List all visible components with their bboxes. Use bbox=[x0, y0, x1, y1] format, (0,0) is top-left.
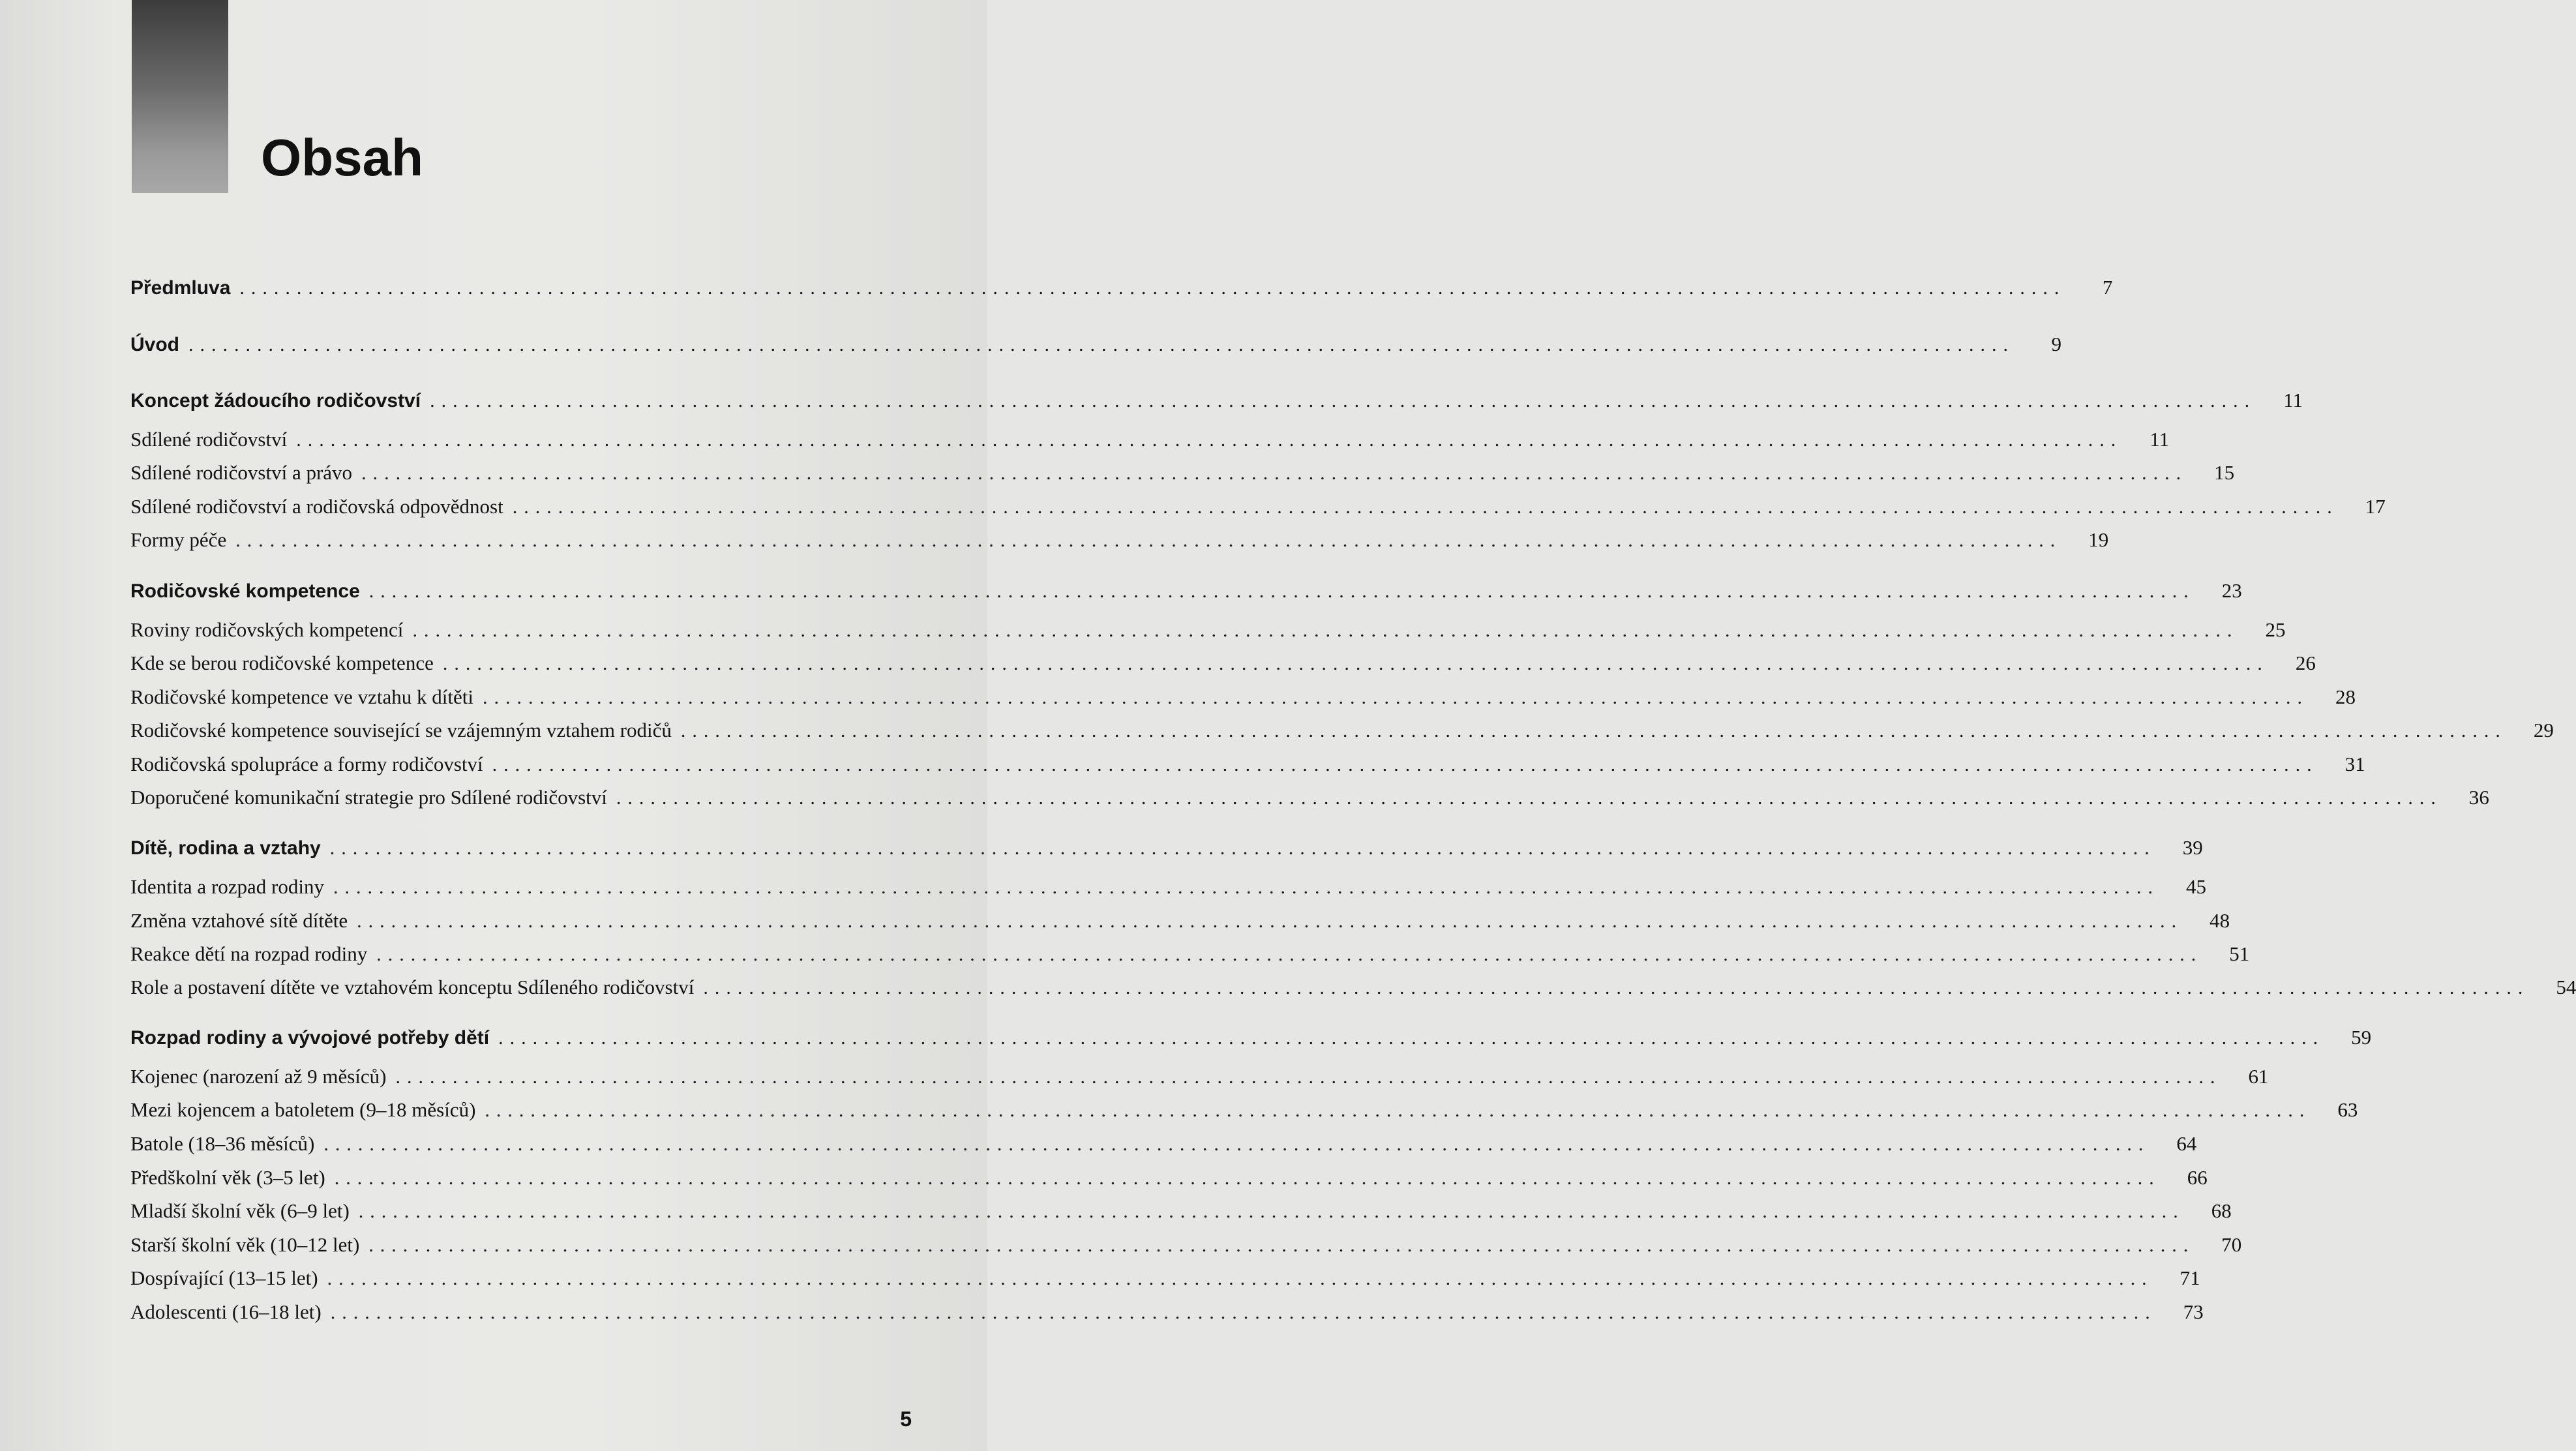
toc-section-entry bbox=[130, 613, 2286, 642]
toc-page-number: 15 bbox=[2214, 461, 2235, 484]
toc-dot-leader: ................................................................................................................................................................ bbox=[395, 1066, 2222, 1088]
toc-section-entry bbox=[130, 423, 2170, 451]
toc-page-number: 7 bbox=[2102, 276, 2113, 299]
toc-dot-leader: ................................................................................................................................................................ bbox=[239, 277, 2066, 299]
toc-page-number: 71 bbox=[2179, 1266, 2200, 1289]
toc-dot-leader: ................................................................................................................................................................ bbox=[323, 1133, 2150, 1155]
toc-entry-label: Předmluva bbox=[130, 277, 231, 299]
toc-page-number: 11 bbox=[2149, 428, 2170, 451]
toc-dot-leader: ................................................................................................................................................................ bbox=[357, 910, 2183, 932]
toc-page-number: 64 bbox=[2176, 1132, 2197, 1155]
toc-page-number: 63 bbox=[2337, 1098, 2358, 1121]
toc-section-entry bbox=[130, 747, 2365, 776]
toc-dot-leader: ................................................................................................................................................................ bbox=[361, 462, 2188, 484]
toc-chapter-entry bbox=[130, 327, 2061, 356]
toc-entry-label: Sdílené rodičovství a právo bbox=[130, 461, 353, 484]
toc-dot-leader: ................................................................................................................................................................ bbox=[296, 429, 2123, 451]
toc-dot-leader: ................................................................................................................................................................ bbox=[368, 1234, 2195, 1256]
toc-entry-label: Sdílené rodičovství a rodičovská odpovědnost bbox=[130, 495, 503, 518]
toc-page-number: 45 bbox=[2185, 875, 2206, 898]
toc-entry-label: Adolescenti (16–18 let) bbox=[130, 1300, 322, 1323]
toc-section-entry bbox=[130, 490, 2386, 518]
toc-entry-label: Rozpad rodiny a vývojové potřeby dětí bbox=[130, 1027, 490, 1049]
toc-entry-label: Kde se berou rodičovské kompetence bbox=[130, 651, 434, 674]
toc-dot-leader: ................................................................................................................................................................ bbox=[680, 720, 2507, 741]
toc-page-number: 26 bbox=[2295, 651, 2316, 674]
toc-page-number: 25 bbox=[2265, 618, 2286, 641]
toc-chapter-entry bbox=[130, 1021, 2372, 1049]
toc-section-entry bbox=[130, 1161, 2208, 1189]
toc-section-entry bbox=[130, 680, 2356, 709]
toc-dot-leader: ................................................................................................................................................................ bbox=[358, 1201, 2185, 1222]
toc-section-entry bbox=[130, 1194, 2232, 1223]
toc-entry-label: Rodičovské kompetence související se vzájemným vztahem rodičů bbox=[130, 719, 672, 741]
toc-entry-label: Roviny rodičovských kompetencí bbox=[130, 618, 404, 641]
toc-dot-leader: ................................................................................................................................................................ bbox=[498, 1027, 2325, 1049]
toc-section-entry bbox=[130, 1060, 2269, 1088]
toc-page-number: 9 bbox=[2051, 333, 2061, 355]
page-title: Obsah bbox=[261, 128, 423, 187]
toc-section-entry bbox=[130, 1295, 2204, 1324]
toc-page-number: 36 bbox=[2468, 786, 2489, 809]
toc-dot-leader: ................................................................................................................................................................ bbox=[329, 837, 2156, 859]
toc-page-number: 54 bbox=[2556, 976, 2576, 998]
toc-section-entry bbox=[130, 904, 2230, 933]
toc-section-entry bbox=[130, 523, 2109, 552]
toc-section-entry bbox=[130, 1261, 2200, 1290]
toc-dot-leader: ................................................................................................................................................................ bbox=[334, 1167, 2161, 1189]
toc-entry-label: Doporučené komunikační strategie pro Sdílené rodičovství bbox=[130, 786, 607, 809]
toc-page-number: 17 bbox=[2365, 495, 2386, 518]
toc-entry-label: Reakce dětí na rozpad rodiny bbox=[130, 942, 368, 965]
toc-section-entry bbox=[130, 870, 2206, 899]
toc-section-entry bbox=[130, 1127, 2197, 1156]
toc-dot-leader: ................................................................................................................................................................ bbox=[442, 653, 2269, 674]
toc-chapter-entry bbox=[130, 383, 2303, 412]
toc-dot-leader: ................................................................................................................................................................ bbox=[330, 1302, 2157, 1323]
toc-dot-leader: ................................................................................................................................................................ bbox=[368, 580, 2195, 602]
toc-chapter-entry bbox=[130, 271, 2113, 299]
toc-entry-label: Formy péče bbox=[130, 528, 227, 551]
toc-page-number: 59 bbox=[2351, 1026, 2372, 1049]
toc-section-entry bbox=[130, 456, 2235, 485]
toc-page-number: 66 bbox=[2187, 1166, 2208, 1189]
toc-page-number: 28 bbox=[2335, 685, 2356, 708]
toc-dot-leader: ................................................................................................................................................................ bbox=[430, 390, 2256, 411]
toc-entry-label: Batole (18–36 měsíců) bbox=[130, 1132, 315, 1155]
toc-entry-label: Mezi kojencem a batoletem (9–18 měsíců) bbox=[130, 1098, 476, 1121]
toc-dot-leader: ................................................................................................................................................................ bbox=[376, 944, 2203, 965]
toc-page-number: 23 bbox=[2221, 579, 2242, 602]
toc-page-number: 61 bbox=[2248, 1065, 2269, 1088]
toc-dot-leader: ................................................................................................................................................................ bbox=[188, 334, 2014, 355]
decorative-gray-bar bbox=[132, 0, 228, 193]
toc-page-number: 70 bbox=[2221, 1233, 2242, 1256]
toc-entry-label: Změna vztahové sítě dítěte bbox=[130, 909, 348, 932]
toc-entry-label: Starší školní věk (10–12 let) bbox=[130, 1233, 360, 1256]
toc-dot-leader: ................................................................................................................................................................ bbox=[485, 1099, 2311, 1121]
toc-page-number: 48 bbox=[2209, 909, 2230, 932]
toc-dot-leader: ................................................................................................................................................................ bbox=[492, 754, 2318, 775]
toc-page-number: 11 bbox=[2283, 389, 2303, 411]
toc-entry-label: Dospívající (13–15 let) bbox=[130, 1266, 318, 1289]
toc-page-number: 68 bbox=[2211, 1199, 2232, 1222]
toc-section-entry bbox=[130, 713, 2554, 742]
toc-section-entry bbox=[130, 781, 2489, 809]
page-number: 5 bbox=[900, 1407, 912, 1431]
toc-entry-label: Úvod bbox=[130, 334, 179, 355]
toc-section-entry bbox=[130, 1228, 2242, 1257]
toc-dot-leader: ................................................................................................................................................................ bbox=[235, 530, 2062, 551]
toc-dot-leader: ................................................................................................................................................................ bbox=[483, 687, 2309, 708]
toc-page-number: 51 bbox=[2229, 942, 2250, 965]
toc-page-number: 29 bbox=[2533, 719, 2554, 741]
toc-page-number: 19 bbox=[2088, 528, 2109, 551]
toc-page-number: 73 bbox=[2183, 1300, 2204, 1323]
toc-section-entry bbox=[130, 1093, 2358, 1122]
toc-chapter-entry bbox=[130, 574, 2242, 603]
toc-entry-label: Kojenec (narození až 9 měsíců) bbox=[130, 1065, 387, 1088]
toc-chapter-entry bbox=[130, 831, 2203, 860]
toc-entry-label: Rodičovská spolupráce a formy rodičovství bbox=[130, 753, 483, 775]
toc-section-entry bbox=[130, 646, 2316, 675]
toc-section-entry bbox=[130, 970, 2576, 999]
toc-entry-label: Dítě, rodina a vztahy bbox=[130, 837, 321, 859]
toc-entry-label: Rodičovské kompetence bbox=[130, 580, 360, 602]
toc-dot-leader: ................................................................................................................................................................ bbox=[512, 496, 2339, 518]
toc-dot-leader: ................................................................................................................................................................ bbox=[333, 876, 2159, 898]
toc-entry-label: Sdílené rodičovství bbox=[130, 428, 288, 451]
toc-dot-leader: ................................................................................................................................................................ bbox=[412, 620, 2239, 641]
toc-entry-label: Rodičovské kompetence ve vztahu k dítěti bbox=[130, 685, 473, 708]
toc-dot-leader: ................................................................................................................................................................ bbox=[327, 1268, 2153, 1289]
toc-section-entry bbox=[130, 937, 2250, 966]
toc-entry-label: Předškolní věk (3–5 let) bbox=[130, 1166, 325, 1189]
toc-page-number: 31 bbox=[2344, 753, 2365, 775]
toc-entry-label: Identita a rozpad rodiny bbox=[130, 875, 324, 898]
toc-entry-label: Role a postavení dítěte ve vztahovém konceptu Sdíleného rodičovství bbox=[130, 976, 695, 998]
toc-page-number: 39 bbox=[2182, 836, 2203, 859]
toc-entry-label: Mladší školní věk (6–9 let) bbox=[130, 1199, 350, 1222]
toc-dot-leader: ................................................................................................................................................................ bbox=[703, 977, 2530, 998]
toc-entry-label: Koncept žádoucího rodičovství bbox=[130, 390, 421, 411]
toc-dot-leader: ................................................................................................................................................................ bbox=[616, 787, 2442, 809]
